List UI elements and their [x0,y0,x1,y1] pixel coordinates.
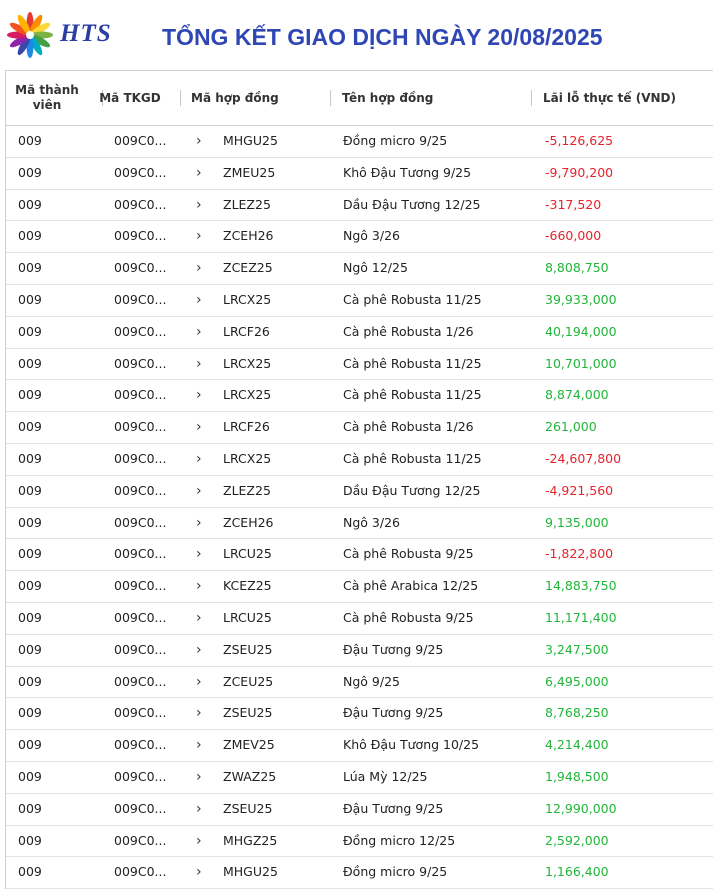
table-row[interactable] [6,571,713,603]
chevron-right-icon[interactable]: › [196,832,202,849]
account-cell: 009C0... [114,419,167,435]
table-row[interactable] [6,826,713,858]
contract-code-cell: MHGZ25 [223,832,278,848]
contract-name-cell: Đậu Tương 9/25 [343,705,444,721]
member-cell: 009 [18,260,42,276]
contract-name-cell: Khô Đậu Tương 9/25 [343,164,472,180]
chevron-right-icon[interactable]: › [196,450,202,467]
member-cell: 009 [18,196,42,212]
table-row[interactable] [6,349,713,381]
account-cell: 009C0... [114,737,167,753]
chevron-right-icon[interactable]: › [196,800,202,817]
contract-name-cell: Cà phê Arabica 12/25 [343,578,479,594]
chevron-right-icon[interactable]: › [196,419,202,436]
account-cell: 009C0... [114,482,167,498]
contract-code-cell: ZCEH26 [223,228,274,244]
contract-code-cell: ZMEV25 [223,737,275,753]
account-cell: 009C0... [114,164,167,180]
contract-name-cell: Khô Đậu Tương 10/25 [343,737,480,753]
account-cell: 009C0... [114,800,167,816]
member-cell: 009 [18,419,42,435]
chevron-right-icon[interactable]: › [196,768,202,785]
pnl-cell: 10,701,000 [545,355,617,371]
contract-code-cell: ZWAZ25 [223,768,277,784]
contract-code-cell: LRCX25 [223,291,272,307]
member-cell: 009 [18,450,42,466]
contract-name-cell: Đậu Tương 9/25 [343,800,444,816]
chevron-right-icon[interactable]: › [196,228,202,245]
contract-code-cell: ZCEZ25 [223,260,273,276]
chevron-right-icon[interactable]: › [196,705,202,722]
contract-code-cell: MHGU25 [223,133,278,148]
table-row[interactable] [6,476,713,508]
account-cell: 009C0... [114,832,167,848]
contract-name-cell: Cà phê Robusta 1/26 [343,323,474,339]
table-row[interactable] [6,730,713,762]
contract-code-cell: LRCF26 [223,323,270,339]
pnl-cell: 3,247,500 [545,641,609,657]
pnl-cell: 40,194,000 [545,323,617,339]
chevron-right-icon[interactable]: › [196,864,202,881]
contract-code-cell: MHGU25 [223,864,278,880]
account-cell: 009C0... [114,450,167,466]
chevron-right-icon[interactable]: › [196,260,202,277]
member-cell: 009 [18,737,42,753]
table-row[interactable] [6,380,713,412]
pnl-cell: 8,768,250 [545,705,609,721]
member-cell: 009 [18,578,42,594]
table-row[interactable] [6,444,713,476]
table-row[interactable] [6,794,713,826]
pnl-cell: -9,790,200 [545,164,614,180]
contract-code-cell: LRCU25 [223,546,272,562]
column-header-member[interactable]: Mã thành viên [15,83,79,112]
table-row[interactable] [6,253,713,285]
pnl-cell: -660,000 [545,228,602,244]
contract-name-cell: Ngô 12/25 [343,260,408,276]
member-cell: 009 [18,864,42,880]
contract-code-cell: LRCF26 [223,419,270,435]
page-header [0,0,713,70]
chevron-right-icon[interactable]: › [196,196,202,213]
account-cell: 009C0... [114,323,167,339]
account-cell: 009C0... [114,546,167,562]
member-cell: 009 [18,355,42,371]
table-row[interactable] [6,412,713,444]
account-cell: 009C0... [114,260,167,276]
contract-name-cell: Dầu Đậu Tương 12/25 [343,482,481,498]
member-cell: 009 [18,832,42,848]
column-header-pnl[interactable]: Lãi lỗ thực tế (VND) [543,91,676,105]
table-row[interactable] [6,667,713,699]
table-row[interactable] [6,221,713,253]
contract-code-cell: KCEZ25 [223,578,272,594]
contract-name-cell: Ngô 3/26 [343,514,400,530]
contract-name-cell: Đồng micro 9/25 [343,864,448,880]
table-row[interactable] [6,285,713,317]
pnl-cell: -24,607,800 [545,450,622,466]
contract-code-cell: LRCX25 [223,355,272,371]
table-row[interactable] [6,762,713,794]
account-cell: 009C0... [114,641,167,657]
account-cell: 009C0... [114,291,167,307]
account-cell: 009C0... [114,864,167,880]
contract-name-cell: Cà phê Robusta 1/26 [343,419,474,435]
chevron-right-icon[interactable]: › [196,323,202,340]
column-divider[interactable] [531,90,532,106]
contract-name-cell: Cà phê Robusta 9/25 [343,546,474,562]
member-cell: 009 [18,768,42,784]
chevron-right-icon[interactable]: › [196,609,202,626]
pnl-cell: 39,933,000 [545,291,617,307]
contract-name-cell: Cà phê Robusta 11/25 [343,291,482,307]
account-cell: 009C0... [114,609,167,625]
chevron-right-icon[interactable]: › [196,387,202,404]
contract-code-cell: ZCEU25 [223,673,274,689]
chevron-right-icon[interactable]: › [196,133,202,149]
pnl-cell: -317,520 [545,196,602,212]
account-cell: 009C0... [114,228,167,244]
member-cell: 009 [18,291,42,307]
table-body [6,126,713,889]
table-row[interactable] [6,508,713,540]
member-cell: 009 [18,387,42,403]
member-cell: 009 [18,705,42,721]
column-header-account[interactable]: Mã TKGD [99,90,161,105]
pnl-cell: 11,171,400 [545,609,617,625]
pnl-cell: -4,921,560 [545,482,614,498]
table-row[interactable] [6,126,713,158]
chevron-right-icon[interactable]: › [196,673,202,690]
chevron-right-icon[interactable]: › [196,355,202,372]
account-cell: 009C0... [114,133,167,148]
contract-code-cell: ZLEZ25 [223,196,271,212]
account-cell: 009C0... [114,673,167,689]
pnl-cell: 1,948,500 [545,768,609,784]
contract-code-cell: LRCX25 [223,387,272,403]
table-header [6,71,713,126]
contract-name-cell: Cà phê Robusta 11/25 [343,450,482,466]
table-row[interactable] [6,857,713,889]
contract-name-cell: Cà phê Robusta 9/25 [343,609,474,625]
account-cell: 009C0... [114,387,167,403]
pnl-cell: 4,214,400 [545,737,609,753]
chevron-right-icon[interactable]: › [196,291,202,308]
column-divider[interactable] [330,90,331,106]
contract-name-cell: Lúa Mỳ 12/25 [343,768,428,784]
pnl-cell: 8,874,000 [545,387,609,403]
member-cell: 009 [18,482,42,498]
chevron-right-icon[interactable]: › [196,546,202,563]
contract-name-cell: Cà phê Robusta 11/25 [343,387,482,403]
account-cell: 009C0... [114,196,167,212]
contract-code-cell: ZSEU25 [223,705,273,721]
chevron-right-icon[interactable]: › [196,641,202,658]
column-header-contract-code[interactable]: Mã hợp đồng [191,91,279,105]
column-divider[interactable] [180,90,181,106]
contract-code-cell: ZMEU25 [223,164,276,180]
pnl-cell: 6,495,000 [545,673,609,689]
pnl-cell: -1,822,800 [545,546,614,562]
contract-code-cell: LRCU25 [223,609,272,625]
account-cell: 009C0... [114,705,167,721]
member-cell: 009 [18,514,42,530]
table-row[interactable] [6,158,713,190]
trades-table [5,70,713,889]
brand-name: HTS [60,20,112,47]
contract-code-cell: ZLEZ25 [223,482,271,498]
chevron-right-icon[interactable]: › [196,514,202,531]
member-cell: 009 [18,323,42,339]
account-cell: 009C0... [114,578,167,594]
member-cell: 009 [18,546,42,562]
contract-name-cell: Ngô 9/25 [343,673,400,689]
pnl-cell: 8,808,750 [545,260,609,276]
member-cell: 009 [18,673,42,689]
member-cell: 009 [18,609,42,625]
table-row[interactable] [6,317,713,349]
pnl-cell: 9,135,000 [545,514,609,530]
account-cell: 009C0... [114,514,167,530]
pnl-cell: 2,592,000 [545,832,609,848]
chevron-right-icon[interactable]: › [196,164,202,181]
pnl-cell: 1,166,400 [545,864,609,880]
contract-name-cell: Đồng micro 9/25 [343,133,448,148]
pnl-cell: -5,126,625 [545,133,614,148]
chevron-right-icon[interactable]: › [196,482,202,499]
member-cell: 009 [18,641,42,657]
table-row[interactable] [6,539,713,571]
account-cell: 009C0... [114,768,167,784]
contract-code-cell: ZSEU25 [223,800,273,816]
hts-logo-icon [6,8,54,62]
chevron-right-icon[interactable]: › [196,578,202,595]
member-cell: 009 [18,228,42,244]
contract-name-cell: Cà phê Robusta 11/25 [343,355,482,371]
page-title: TỔNG KẾT GIAO DỊCH NGÀY 20/08/2025 [162,24,603,50]
member-cell: 009 [18,164,42,180]
table-row[interactable] [6,603,713,635]
contract-name-cell: Đậu Tương 9/25 [343,641,444,657]
account-cell: 009C0... [114,355,167,371]
contract-name-cell: Đồng micro 12/25 [343,832,456,848]
column-header-contract-name[interactable]: Tên hợp đồng [342,91,434,105]
pnl-cell: 14,883,750 [545,578,617,594]
contract-code-cell: ZSEU25 [223,641,273,657]
contract-code-cell: LRCX25 [223,450,272,466]
pnl-cell: 12,990,000 [545,800,617,816]
member-cell: 009 [18,800,42,816]
chevron-right-icon[interactable]: › [196,737,202,754]
contract-name-cell: Dầu Đậu Tương 12/25 [343,196,481,212]
table-row[interactable] [6,698,713,730]
contract-name-cell: Ngô 3/26 [343,228,400,244]
member-cell: 009 [18,133,42,148]
pnl-cell: 261,000 [545,419,597,435]
table-row[interactable] [6,635,713,667]
table-row[interactable] [6,190,713,222]
contract-code-cell: ZCEH26 [223,514,274,530]
